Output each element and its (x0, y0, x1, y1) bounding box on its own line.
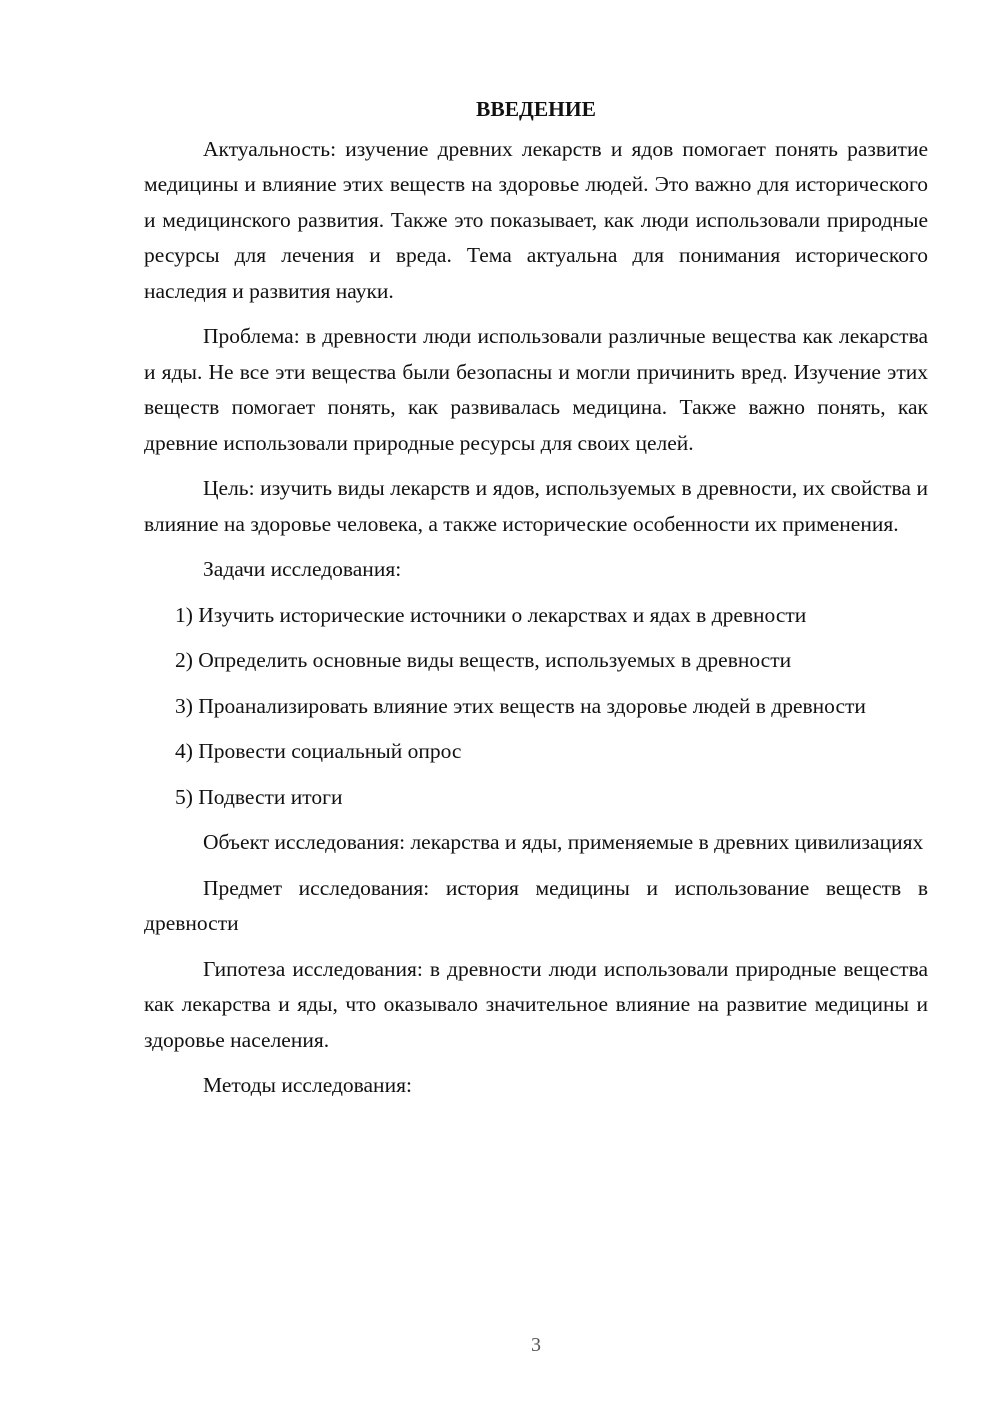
tasks-heading: Задачи исследования: (203, 557, 402, 581)
section-title: ВВЕДЕНИЕ (476, 97, 596, 121)
page-number: 3 (531, 1334, 541, 1356)
task-item: 3) Проанализировать влияние этих веществ на здоровье людей в древности (175, 693, 866, 718)
object-paragraph: Объект исследования: лекарства и яды, применяемые в древних цивилизациях (203, 830, 924, 854)
task-item: 2) Определить основные виды веществ, используемых в древности (175, 648, 792, 672)
hypothesis-paragraph: Гипотеза исследования: в древности люди использовали природные вещества как лекарства и яды, что оказывало значительное влияние на развитие медицины и здоровье населения. (144, 956, 928, 1052)
page-content (144, 92, 928, 1104)
task-item: 4) Провести социальный опрос (175, 739, 462, 763)
task-item: 1) Изучить исторические источники о лекарствах и ядах в древности (175, 602, 807, 627)
relevance-paragraph: Актуальность: изучение древних лекарств и ядов помогает понять развитие медицины и влияние этих веществ на здоровье людей. Это важно для исторического и медицинского развития. Также это показывает, как люди использовали природные ресурсы для лечения и вреда. Тема актуальна для понимания исторического наследия и развития науки. (144, 136, 928, 303)
goal-paragraph: Цель: изучить виды лекарств и ядов, используемых в древности, их свойства и влияние на здоровье человека, а также исторические особенности их применения. (144, 476, 928, 536)
subject-paragraph: Предмет исследования: история медицины и использование веществ в древности (144, 875, 928, 935)
methods-paragraph: Методы исследования: (203, 1073, 412, 1097)
task-item: 5) Подвести итоги (175, 784, 343, 809)
problem-paragraph: Проблема: в древности люди использовали различные вещества как лекарства и яды. Не все эти вещества были безопасны и могли причинить вред. Изучение этих веществ помогает понять, как развивалась медицина. Также важно понять, как древние использовали природные ресурсы для своих целей. (144, 324, 928, 455)
